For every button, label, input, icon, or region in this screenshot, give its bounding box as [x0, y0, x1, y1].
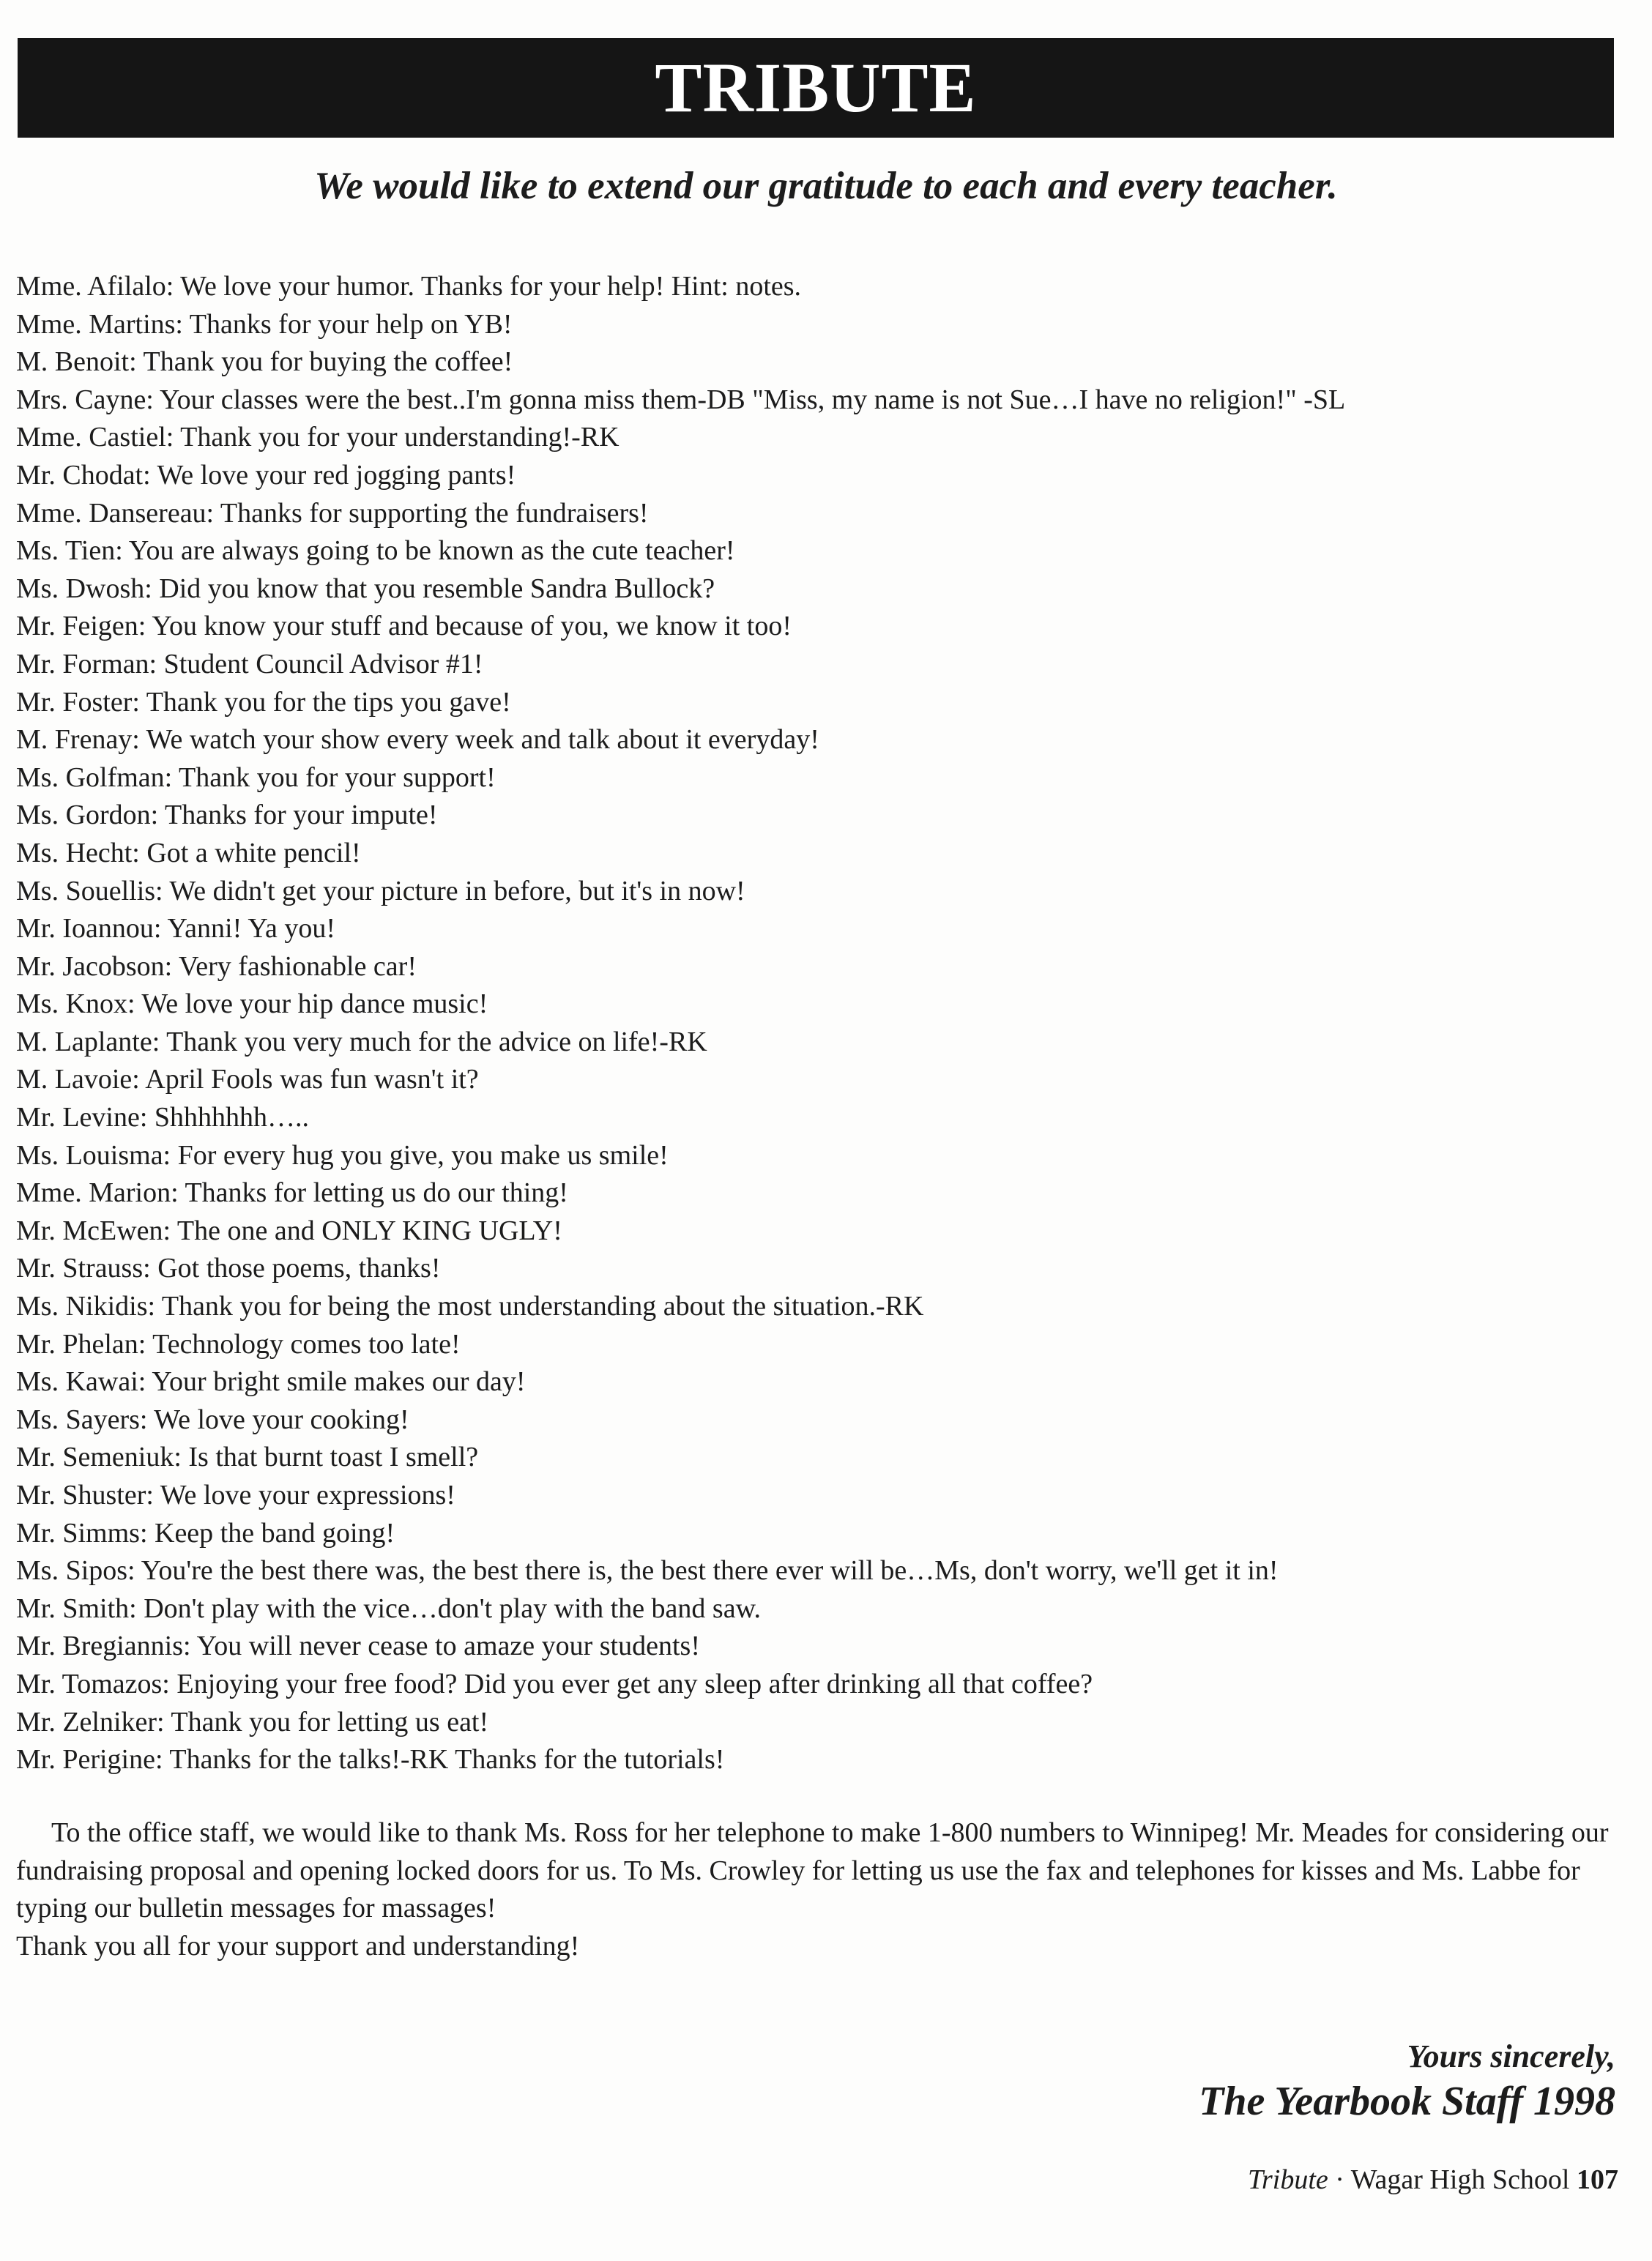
tribute-line: Mr. Ioannou: Yanni! Ya you! — [16, 913, 335, 945]
tribute-line: Ms. Sayers: We love your cooking! — [16, 1404, 409, 1435]
tribute-line: Mr. Shuster: We love your expressions! — [16, 1480, 455, 1511]
tribute-line: Mr. Chodat: We love your red jogging pants! — [16, 459, 516, 491]
tribute-line: Mr. Jacobson: Very fashionable car! — [16, 950, 417, 982]
tribute-line: M. Benoit: Thank you for buying the coffee! — [16, 346, 513, 378]
tribute-line: Mme. Marion: Thanks for letting us do our thing! — [16, 1177, 568, 1209]
tribute-line: Mr. Foster: Thank you for the tips you gave! — [16, 686, 511, 718]
tribute-list — [16, 268, 1627, 1779]
page-title: TRIBUTE — [655, 48, 977, 127]
tribute-line: Mr. Strauss: Got those poems, thanks! — [16, 1253, 441, 1284]
tribute-line: Mr. Perigine: Thanks for the talks!-RK Thanks for the tutorials! — [16, 1744, 725, 1776]
tribute-line: Ms. Golfman: Thank you for your support! — [16, 761, 496, 793]
tribute-line: Mr. Zelniker: Thank you for letting us eat! — [16, 1706, 489, 1737]
tribute-line: Mme. Dansereau: Thanks for supporting the fundraisers! — [16, 497, 649, 529]
tribute-line: Mr. Phelan: Technology comes too late! — [16, 1328, 461, 1360]
tribute-line: M. Lavoie: April Fools was fun wasn't it? — [16, 1064, 479, 1095]
tribute-line: Mr. Levine: Shhhhhhh….. — [16, 1102, 310, 1133]
office-staff-paragraph: To the office staff, we would like to thank Ms. Ross for her telephone to make 1-800 numbers to Winnipeg! Mr. Meades for considering our fundraising proposal and opening locked doors for us. To Ms. Crowley for letting us use the fax and telephones for kisses and Ms. Labbe for typing our bulletin messages for massages! — [16, 1817, 1609, 1924]
signoff-closing: Yours sincerely, — [1407, 2038, 1615, 2074]
title-banner — [18, 38, 1614, 138]
tribute-line: Ms. Gordon: Thanks for your impute! — [16, 800, 438, 831]
tribute-line: Mr. Forman: Student Council Advisor #1! — [16, 648, 483, 679]
tribute-line: Mme. Castiel: Thank you for your understanding!-RK — [16, 422, 620, 453]
footer-section-name: Tribute — [1247, 2164, 1328, 2195]
tribute-line: Mr. Semeniuk: Is that burnt toast I smell? — [16, 1442, 479, 1473]
office-staff-thanks: Thank you all for your support and understanding! — [16, 1931, 580, 1962]
tribute-line: M. Laplante: Thank you very much for the advice on life!-RK — [16, 1026, 707, 1057]
tribute-line: Ms. Kawai: Your bright smile makes our day! — [16, 1366, 526, 1398]
tribute-line: Mr. Smith: Don't play with the vice…don't play with the band saw. — [16, 1593, 762, 1624]
tribute-line: M. Frenay: We watch your show every week and talk about it everyday! — [16, 724, 819, 756]
tribute-line: Mr. Bregiannis: You will never cease to amaze your students! — [16, 1631, 700, 1662]
tribute-line: Ms. Souellis: We didn't get your picture in before, but it's in now! — [16, 875, 745, 906]
tribute-line: Mr. Simms: Keep the band going! — [16, 1517, 395, 1549]
tribute-line: Ms. Nikidis: Thank you for being the most understanding about the situation.-RK — [16, 1291, 924, 1322]
signoff-signature: The Yearbook Staff 1998 — [1199, 2079, 1615, 2124]
tribute-line: Mr. Tomazos: Enjoying your free food? Did you ever get any sleep after drinking all that coffee? — [16, 1668, 1093, 1699]
tribute-line: Ms. Louisma: For every hug you give, you make us smile! — [16, 1139, 669, 1171]
page-number: 107 — [1577, 2164, 1618, 2195]
footer-school-name: Wagar High School — [1350, 2164, 1570, 2195]
signoff — [1199, 2035, 1615, 2125]
tribute-line: Mr. Feigen: You know your stuff and because of you, we know it too! — [16, 611, 792, 642]
tribute-line: Mr. McEwen: The one and ONLY KING UGLY! — [16, 1215, 562, 1246]
page-subtitle: We would like to extend our gratitude to each and every teacher. — [314, 165, 1338, 207]
footer-separator: · — [1328, 2164, 1351, 2195]
page-footer — [1248, 2161, 1618, 2198]
tribute-line: Mme. Martins: Thanks for your help on YB! — [16, 308, 513, 340]
tribute-line: Ms. Dwosh: Did you know that you resemble Sandra Bullock? — [16, 573, 715, 604]
office-staff-section — [16, 1814, 1620, 1966]
tribute-line: Ms. Hecht: Got a white pencil! — [16, 837, 361, 868]
tribute-line: Mrs. Cayne: Your classes were the best..I'm gonna miss them-DB "Miss, my name is not Sue…I have no religion!" -SL — [16, 384, 1346, 415]
tribute-line: Ms. Sipos: You're the best there was, the best there is, the best there ever will be…Ms, don't worry, we'll get it in! — [16, 1555, 1279, 1587]
tribute-line: Mme. Afilalo: We love your humor. Thanks for your help! Hint: notes. — [16, 271, 802, 302]
tribute-line: Ms. Knox: We love your hip dance music! — [16, 988, 488, 1020]
tribute-line: Ms. Tien: You are always going to be known as the cute teacher! — [16, 535, 735, 567]
